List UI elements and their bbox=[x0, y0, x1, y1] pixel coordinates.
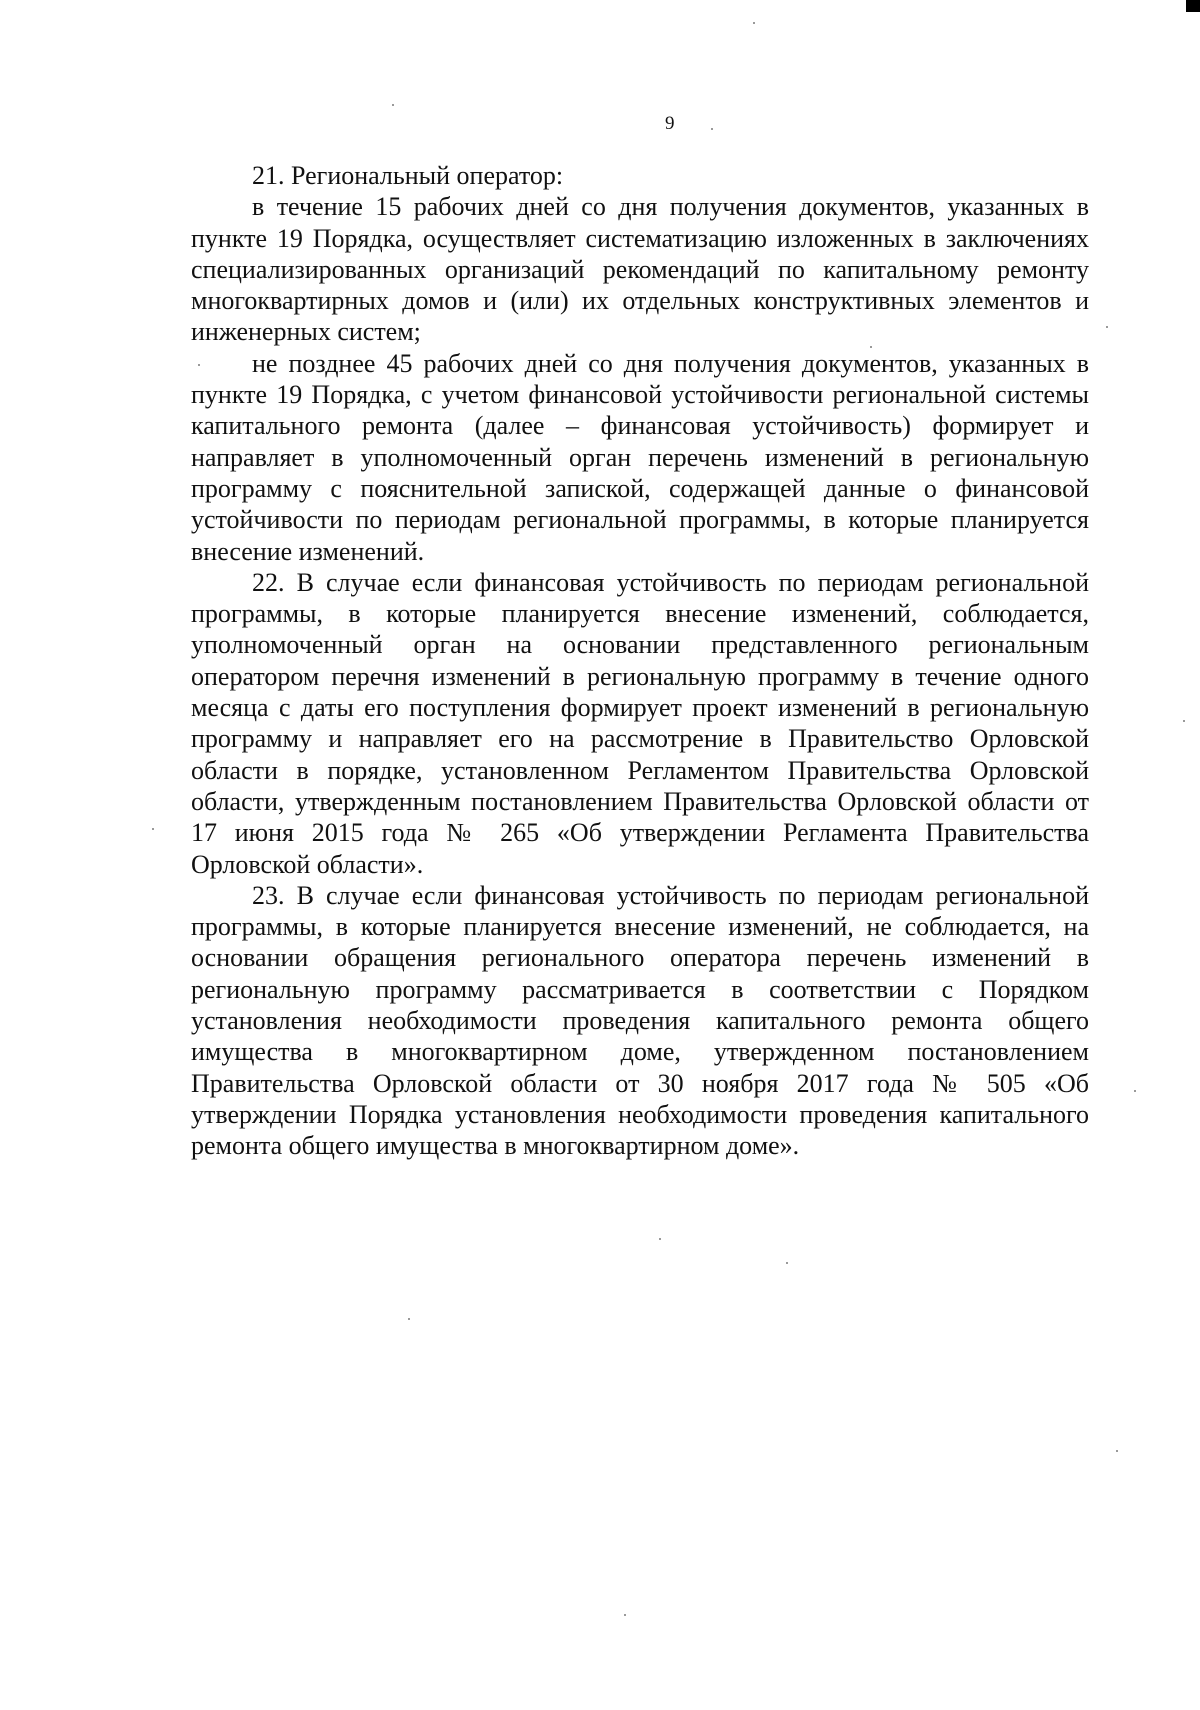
scan-speck bbox=[1183, 720, 1185, 722]
scan-speck bbox=[1106, 326, 1108, 328]
scan-speck bbox=[1116, 1450, 1118, 1452]
scan-speck bbox=[152, 828, 154, 830]
scan-speck bbox=[870, 346, 872, 348]
paragraph-23: 23. В случае если финансовая устойчивость по периодам региональной программы, в которые планируется внесение изменений, не соблюдается, на основании обращения регионального оператора перечень изменений в региональную программу рассматривается в соответствии с Порядком установления необходимости проведения капитального ремонта общего имущества в многоквартирном доме, утвержденном постановлением Правительства Орловской области от 30 ноября 2017 года № 505 «Об утверждении Порядка установления необходимости проведения капитального ремонта общего имущества в многоквартирном доме». bbox=[191, 880, 1089, 1161]
paragraph-22: 22. В случае если финансовая устойчивость по периодам региональной программы, в которые планируется внесение изменений, соблюдается, уполномоченный орган на основании представленного региональным оператором перечня изменений в региональную программу в течение одного месяца с даты его поступления формирует проект изменений в региональную программу и направляет его на рассмотрение в Правительство Орловской области в порядке, установленном Регламентом Правительства Орловской области, утвержденным постановлением Правительства Орловской области от 17 июня 2015 года № 265 «Об утверждении Регламента Правительства Орловской области». bbox=[191, 567, 1089, 879]
scan-speck bbox=[408, 1318, 410, 1320]
paragraph-21-item-2: не позднее 45 рабочих дней со дня получения документов, указанных в пункте 19 Порядка, с учетом финансовой устойчивости региональной системы капитального ремонта (далее – финансовая устойчивость) формирует и направляет в уполномоченный орган перечень изменений в региональную программу с пояснительной запиской, содержащей данные о финансовой устойчивости по периодам региональной программы, в которые планируется внесение изменений. bbox=[191, 348, 1089, 566]
paragraph-21-heading: 21. Региональный оператор: bbox=[252, 161, 564, 190]
page-number: 9 bbox=[665, 113, 675, 134]
scan-speck bbox=[659, 1238, 661, 1240]
scan-speck bbox=[711, 128, 713, 130]
scan-speck bbox=[753, 22, 755, 24]
scan-speck bbox=[624, 1614, 626, 1616]
document-body bbox=[191, 160, 1089, 1162]
scan-speck bbox=[198, 364, 200, 366]
paragraph-21-item-1: в течение 15 рабочих дней со дня получения документов, указанных в пункте 19 Порядка, осуществляет систематизацию изложенных в заключениях специализированных организаций рекомендаций по капитальному ремонту многоквартирных домов и (или) их отдельных конструктивных элементов и инженерных систем; bbox=[191, 192, 1089, 347]
scan-speck bbox=[786, 1262, 788, 1264]
scan-speck bbox=[1134, 1090, 1136, 1092]
scan-corner-mark bbox=[1186, 0, 1200, 12]
scan-speck bbox=[392, 104, 394, 106]
